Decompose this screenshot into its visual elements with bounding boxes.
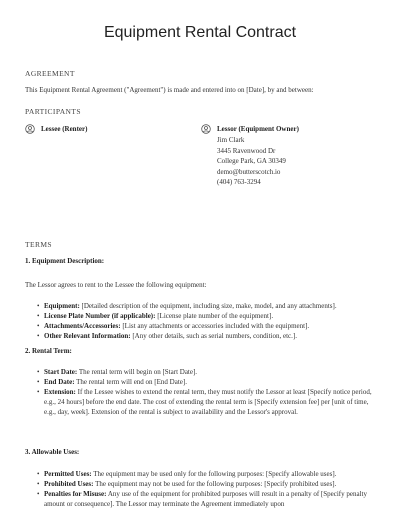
item-label: Start Date: xyxy=(44,368,78,376)
list-item xyxy=(44,311,374,321)
item-label: Other Relevant Information: xyxy=(44,332,131,340)
lessee-heading: Lessee (Renter) xyxy=(41,125,88,133)
item-text: Any use of the equipment for prohibited purposes will result in a penalty of [Specify penalty amount or consequence]. The Lessor may terminate the Agreement immediately upon xyxy=(44,490,367,508)
section-terms-label: TERMS xyxy=(25,240,53,249)
item-label: End Date: xyxy=(44,378,75,386)
term2-list xyxy=(44,367,374,417)
item-text: The rental term will begin on [Start Date]. xyxy=(77,368,198,376)
term1-intro-statement-text: The Lessor agrees to rent to the Lessee the following equipment: xyxy=(25,281,207,289)
lessor-address-line1: 3445 Ravenwood Dr xyxy=(217,146,276,155)
item-text: [Detailed description of the equipment, including size, make, model, and any attachments]. xyxy=(79,302,337,310)
item-label: Equipment: xyxy=(44,302,80,310)
list-item xyxy=(44,301,374,311)
term1-heading: 1. Equipment Description: xyxy=(25,257,105,265)
list-item xyxy=(44,479,374,489)
section-agreement-label: AGREEMENT xyxy=(25,69,75,78)
lessor-name: Jim Clark xyxy=(217,136,245,144)
list-item xyxy=(44,331,374,341)
term3-list xyxy=(44,469,374,509)
list-item xyxy=(44,367,374,377)
term3-heading: 3. Allowable Uses: xyxy=(25,448,80,456)
lessor-details xyxy=(217,135,286,188)
item-text: [List any attachments or accessories included with the equipment]. xyxy=(120,322,310,330)
list-item xyxy=(44,377,374,387)
item-label: Extension: xyxy=(44,388,76,396)
item-text: [Any other details, such as serial numbers, condition, etc.]. xyxy=(130,332,297,340)
lessor-email[interactable]: demo@butterscotch.io xyxy=(217,167,281,176)
item-label: Penalties for Misuse: xyxy=(44,490,107,498)
term2-heading: 2. Rental Term: xyxy=(25,347,72,355)
lessor-heading: Lessor (Equipment Owner) xyxy=(217,125,299,133)
agreement-text: This Equipment Rental Agreement ("Agreement") is made and entered into on [Date], by and between: xyxy=(25,86,314,94)
user-circle-icon xyxy=(25,124,35,134)
lessor-address-line2: College Park, GA 30349 xyxy=(217,157,286,165)
list-item xyxy=(44,321,374,331)
item-text: The rental term will end on [End Date]. xyxy=(74,378,187,386)
item-label: Permitted Uses: xyxy=(44,470,92,478)
item-label: License Plate Number (if applicable): xyxy=(44,312,156,320)
item-label: Prohibited Uses: xyxy=(44,480,94,488)
item-text: If the Lessee wishes to extend the rental term, they must notify the Lessor at least [Specify notice period, e.g., 24 hours] before the end date. The cost of extending the rental term is [Specify extension fee] per [unit of time, e.g., day, week]. Extension of the rental is subject to availability and the Lessor's approval. xyxy=(44,388,372,416)
item-text: The equipment may not be used for the following purposes: [Specify prohibited uses]. xyxy=(93,480,337,488)
list-item xyxy=(44,387,374,417)
term1-list xyxy=(44,301,374,341)
page-title: Equipment Rental Contract xyxy=(103,24,297,41)
lessor-phone: (404) 763-3294 xyxy=(217,178,261,186)
section-participants-label: PARTICIPANTS xyxy=(25,107,81,116)
list-item xyxy=(44,489,374,509)
item-text: [License plate number of the equipment]. xyxy=(155,312,274,320)
user-circle-icon xyxy=(201,124,211,134)
item-text: The equipment may be used only for the following purposes: [Specify allowable uses]. xyxy=(91,470,337,478)
list-item xyxy=(44,469,374,479)
item-label: Attachments/Accessories: xyxy=(44,322,121,330)
